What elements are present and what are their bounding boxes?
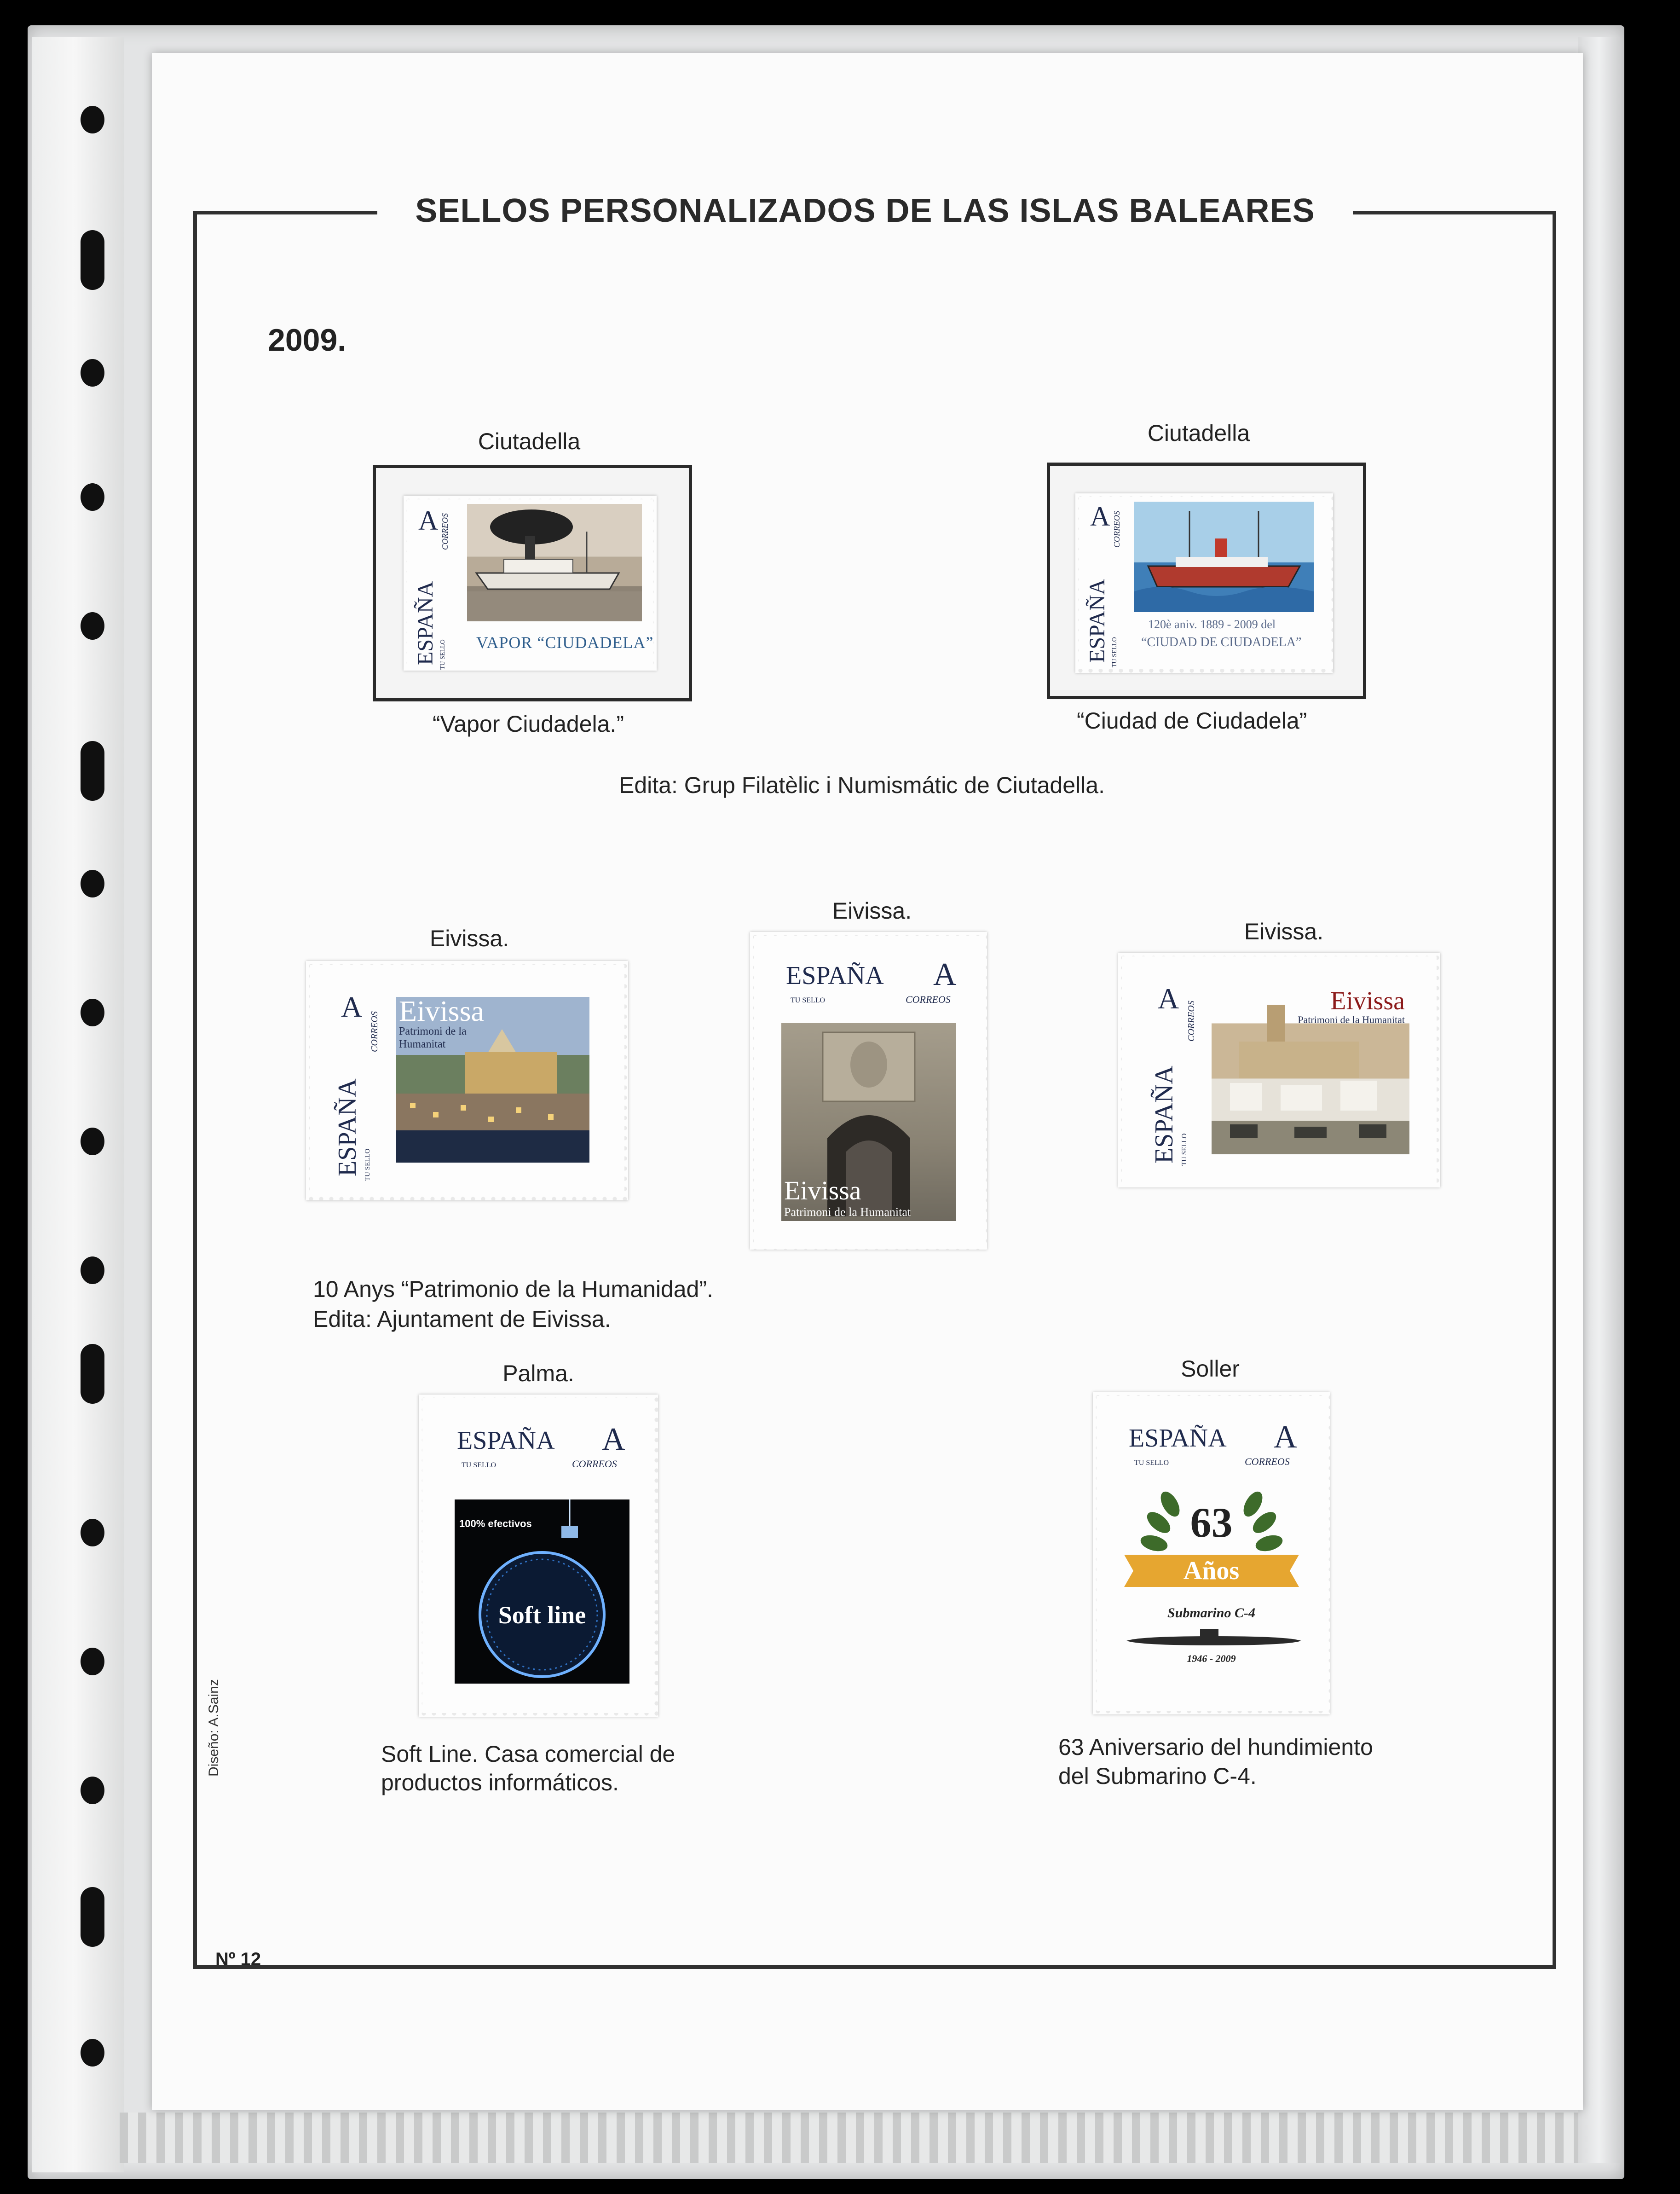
designer-credit: Diseño: A.Sainz <box>206 1679 221 1777</box>
stamp-eivissa-day <box>1118 953 1440 1187</box>
binder-hole <box>81 1128 104 1155</box>
stamp-tu-sello: TU SELLO <box>1134 1459 1169 1467</box>
softline-caption-2: productos informáticos. <box>381 1770 619 1795</box>
binder-hole <box>81 1256 104 1284</box>
soft-line-ad <box>455 1499 629 1684</box>
anniversary-number: 63 <box>1190 1499 1233 1546</box>
page-number: Nº 12 <box>215 1949 261 1969</box>
stamp-country: ESPAÑA <box>1129 1424 1227 1453</box>
year-heading: 2009. <box>268 323 346 358</box>
stamp-tu-sello: TU SELLO <box>1181 1133 1188 1166</box>
steamship-icon <box>467 504 642 621</box>
stamp-submarino <box>1093 1392 1330 1714</box>
stamp-country: ESPAÑA <box>413 581 438 665</box>
stamp-heading: Eivissa <box>399 997 484 1027</box>
eivissa-caption-2: Edita: Ajuntament de Eivissa. <box>313 1306 611 1332</box>
stamp-inscription-1: 120è aniv. 1889 - 2009 del <box>1148 618 1276 631</box>
stamp-tu-sello: TU SELLO <box>462 1461 496 1469</box>
stamp-rate: A <box>1090 501 1110 532</box>
stamp-tu-sello: TU SELLO <box>791 996 826 1004</box>
eivissa-night-photo <box>396 997 589 1163</box>
binder-hole <box>81 1648 104 1675</box>
stamp-eivissa-gate <box>750 932 987 1250</box>
stamp-country: ESPAÑA <box>333 1078 362 1176</box>
place-label: Eivissa. <box>1244 919 1324 944</box>
stamp-mount <box>373 465 692 701</box>
eivissa-caption-1: 10 Anys “Patrimonio de la Humanidad”. <box>313 1276 713 1302</box>
place-label: Ciutadella <box>1147 420 1250 446</box>
submarine-caption-1: 63 Aniversario del hundimiento <box>1058 1734 1373 1760</box>
stamp-correos: CORREOS <box>572 1458 617 1470</box>
binder-hole <box>81 741 104 801</box>
stamp-correos: CORREOS <box>369 1011 380 1052</box>
binder-hole <box>81 870 104 897</box>
stamp-caption: “Ciudad de Ciudadela” <box>1077 708 1307 734</box>
stamp-tu-sello: TU SELLO <box>364 1148 371 1181</box>
sleeve-bottom-strip <box>120 2113 1578 2163</box>
place-label: Palma. <box>502 1360 574 1386</box>
stamp-ciudad-ciudadela <box>1075 493 1333 673</box>
city-skyline-icon <box>396 997 589 1163</box>
ship-painting <box>1134 502 1314 612</box>
place-label: Soller <box>1181 1356 1240 1382</box>
stamp-correos: CORREOS <box>1112 511 1121 548</box>
old-town-icon <box>1212 986 1409 1154</box>
page-title: SELLOS PERSONALIZADOS DE LAS ISLAS BALEARES <box>415 192 1315 229</box>
place-label: Eivissa. <box>832 898 912 924</box>
submarine-icon <box>1122 1626 1306 1649</box>
binder-hole <box>81 1777 104 1804</box>
place-label: Eivissa. <box>429 926 509 951</box>
eivissa-day-photo <box>1212 986 1409 1154</box>
stamp-rate: A <box>1158 982 1179 1015</box>
stamp-vapor-ciudadela <box>404 496 657 671</box>
stamp-correos: CORREOS <box>1186 1001 1196 1042</box>
sleeve-edge <box>1578 37 1620 2163</box>
stamp-country: ESPAÑA <box>1085 579 1109 663</box>
binder-hole <box>81 230 104 290</box>
submarine-caption-2: del Submarino C-4. <box>1058 1763 1257 1789</box>
stamp-sub: Patrimoni de la Humanitat <box>1298 1014 1405 1025</box>
publisher-note: Edita: Grup Filatèlic i Numismátic de Ciutadella. <box>619 772 1105 798</box>
steamship-photo <box>467 504 642 621</box>
stamp-tu-sello: TU SELLO <box>1111 637 1118 667</box>
stamp-country: ESPAÑA <box>786 961 884 990</box>
stamp-sub-1: Patrimoni de la <box>399 1025 467 1037</box>
place-label: Ciutadella <box>478 428 581 454</box>
stamp-rate: A <box>418 505 439 536</box>
binder-hole <box>81 359 104 387</box>
soft-line-brand: Soft line <box>498 1601 586 1629</box>
stamp-inscription-2: “CIUDAD DE CIUDADELA” <box>1141 635 1302 649</box>
stamp-rate: A <box>602 1422 625 1457</box>
binder-hole <box>81 1344 104 1404</box>
stamp-sub-2: Humanitat <box>399 1038 446 1050</box>
stamp-rate: A <box>341 990 363 1023</box>
binder-hole <box>81 1519 104 1546</box>
stamp-caption: “Vapor Ciudadela.” <box>433 711 624 737</box>
stamp-country: ESPAÑA <box>1150 1065 1178 1164</box>
stamp-rate: A <box>933 957 957 992</box>
binder-hole <box>81 2039 104 2067</box>
stamp-correos: CORREOS <box>1245 1456 1290 1467</box>
stamp-country: ESPAÑA <box>457 1426 555 1455</box>
title-wrap <box>377 188 1353 234</box>
stamp-eivissa-night <box>306 961 628 1200</box>
punch-strip <box>32 37 124 2172</box>
anniversary-ribbon: Años <box>1183 1557 1240 1585</box>
stamp-mount <box>1047 463 1366 699</box>
stamp-tu-sello: TU SELLO <box>439 639 446 670</box>
submarine-years: 1946 - 2009 <box>1187 1653 1236 1664</box>
binder-hole <box>81 999 104 1026</box>
eivissa-gate-photo <box>781 1023 956 1221</box>
stamp-rate: A <box>1274 1419 1297 1455</box>
stamp-soft-line <box>419 1395 658 1717</box>
soft-line-tagline: 100% efectivos <box>459 1518 532 1529</box>
binder-hole <box>81 1887 104 1947</box>
stamp-heading: Eivissa <box>784 1175 861 1205</box>
binder-hole <box>81 612 104 640</box>
binder-hole <box>81 483 104 511</box>
stamp-correos: CORREOS <box>906 994 951 1005</box>
stamp-heading: Eivissa <box>1330 987 1405 1015</box>
binder-hole <box>81 106 104 133</box>
stamp-correos: CORREOS <box>440 513 450 550</box>
softline-caption-1: Soft Line. Casa comercial de <box>381 1741 675 1767</box>
ship-icon <box>1134 502 1314 612</box>
stamp-inscription: VAPOR “CIUDADELA” <box>476 633 654 652</box>
stamp-sub: Patrimoni de la Humanitat <box>784 1205 911 1219</box>
submarine-name: Submarino C-4 <box>1167 1605 1255 1621</box>
